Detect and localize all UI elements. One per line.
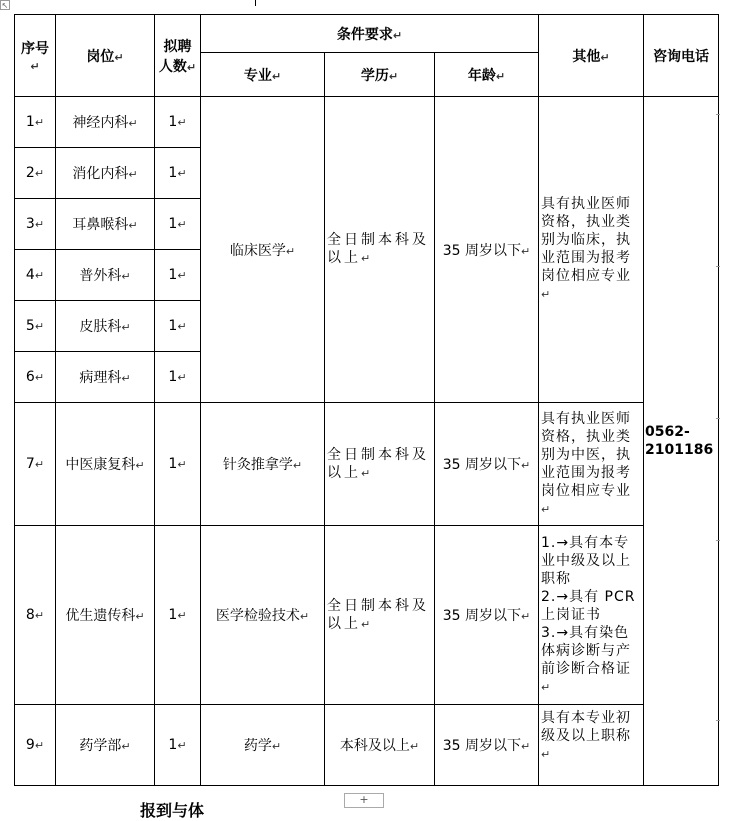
cell-education: 全日制本科及以上↵ xyxy=(325,97,435,403)
cursor-mark xyxy=(255,0,256,6)
cell-age: 35 周岁以下↵ xyxy=(435,526,539,705)
header-education: 学历↵ xyxy=(325,53,435,97)
next-heading-fragment: 报到与体 xyxy=(140,801,205,820)
cell-major: 医学检验技术↵ xyxy=(201,526,325,705)
cell-position: 中医康复科↵ xyxy=(56,403,155,526)
cell-position: 皮肤科↵ xyxy=(56,301,155,352)
table-row xyxy=(15,705,719,786)
cell-count: 1↵ xyxy=(155,403,201,526)
table-row xyxy=(15,526,719,705)
cell-seq: 1↵ xyxy=(15,97,56,148)
cell-position: 普外科↵ xyxy=(56,250,155,301)
other-line: 3.→具有染色体病诊断与产前诊断合格证↵ xyxy=(541,624,631,694)
cell-education: 本科及以上↵ xyxy=(325,705,435,786)
header-requirements: 条件要求↵ xyxy=(201,15,539,53)
cell-count: 1↵ xyxy=(155,97,201,148)
header-other: 其他↵ xyxy=(539,15,644,97)
header-count: 拟聘人数↵ xyxy=(155,15,201,97)
other-line: 2.→具有 PCR 上岗证书 xyxy=(541,588,636,623)
header-major: 专业↵ xyxy=(201,53,325,97)
cell-position: 药学部↵ xyxy=(56,705,155,786)
cell-seq: 4↵ xyxy=(15,250,56,301)
row-marker xyxy=(716,266,720,267)
cell-position: 优生遗传科↵ xyxy=(56,526,155,705)
header-age: 年龄↵ xyxy=(435,53,539,97)
cell-seq: 5↵ xyxy=(15,301,56,352)
recruitment-table xyxy=(14,14,719,786)
cell-education: 全日制本科及以上↵ xyxy=(325,526,435,705)
cell-age: 35 周岁以下↵ xyxy=(435,403,539,526)
cell-position: 病理科↵ xyxy=(56,352,155,403)
cell-count: 1↵ xyxy=(155,199,201,250)
cell-seq: 8↵ xyxy=(15,526,56,705)
cell-age: 35 周岁以下↵ xyxy=(435,705,539,786)
cell-seq: 6↵ xyxy=(15,352,56,403)
row-marker xyxy=(716,540,720,541)
cell-count: 1↵ xyxy=(155,526,201,705)
cell-position: 消化内科↵ xyxy=(56,148,155,199)
table-anchor-icon[interactable]: ↖ xyxy=(1,1,9,10)
table-row xyxy=(15,97,719,148)
cell-major: 针灸推拿学↵ xyxy=(201,403,325,526)
cell-other: 具有执业医师资格，执业类别为中医，执业范围为报考岗位相应专业↵ xyxy=(539,403,644,526)
cell-major: 药学↵ xyxy=(201,705,325,786)
table-row xyxy=(15,403,719,526)
cell-count: 1↵ xyxy=(155,352,201,403)
cell-seq: 9↵ xyxy=(15,705,56,786)
cell-phone: 0562-2101186 xyxy=(644,97,719,786)
cell-count: 1↵ xyxy=(155,705,201,786)
cell-position: 耳鼻喉科↵ xyxy=(56,199,155,250)
cell-education: 全日制本科及以上↵ xyxy=(325,403,435,526)
header-position: 岗位↵ xyxy=(56,15,155,97)
cell-major: 临床医学↵ xyxy=(201,97,325,403)
cell-count: 1↵ xyxy=(155,250,201,301)
row-marker xyxy=(716,720,720,721)
cell-seq: 2↵ xyxy=(15,148,56,199)
add-row-button[interactable]: + xyxy=(344,793,384,808)
other-line: 1.→具有本专业中级及以上职称 xyxy=(541,534,631,587)
cell-age: 35 周岁以下↵ xyxy=(435,97,539,403)
row-marker xyxy=(716,114,720,115)
cell-seq: 3↵ xyxy=(15,199,56,250)
row-marker xyxy=(716,418,720,419)
cell-other xyxy=(539,526,644,705)
cell-count: 1↵ xyxy=(155,301,201,352)
cell-seq: 7↵ xyxy=(15,403,56,526)
header-phone: 咨询电话 xyxy=(644,15,719,97)
cell-other: 具有执业医师资格，执业类别为临床，执业范围为报考岗位相应专业↵ xyxy=(539,97,644,403)
cell-position: 神经内科↵ xyxy=(56,97,155,148)
cell-count: 1↵ xyxy=(155,148,201,199)
header-seq: 序号↵ xyxy=(15,15,56,97)
cell-other: 具有本专业初级及以上职称↵ xyxy=(539,705,644,786)
